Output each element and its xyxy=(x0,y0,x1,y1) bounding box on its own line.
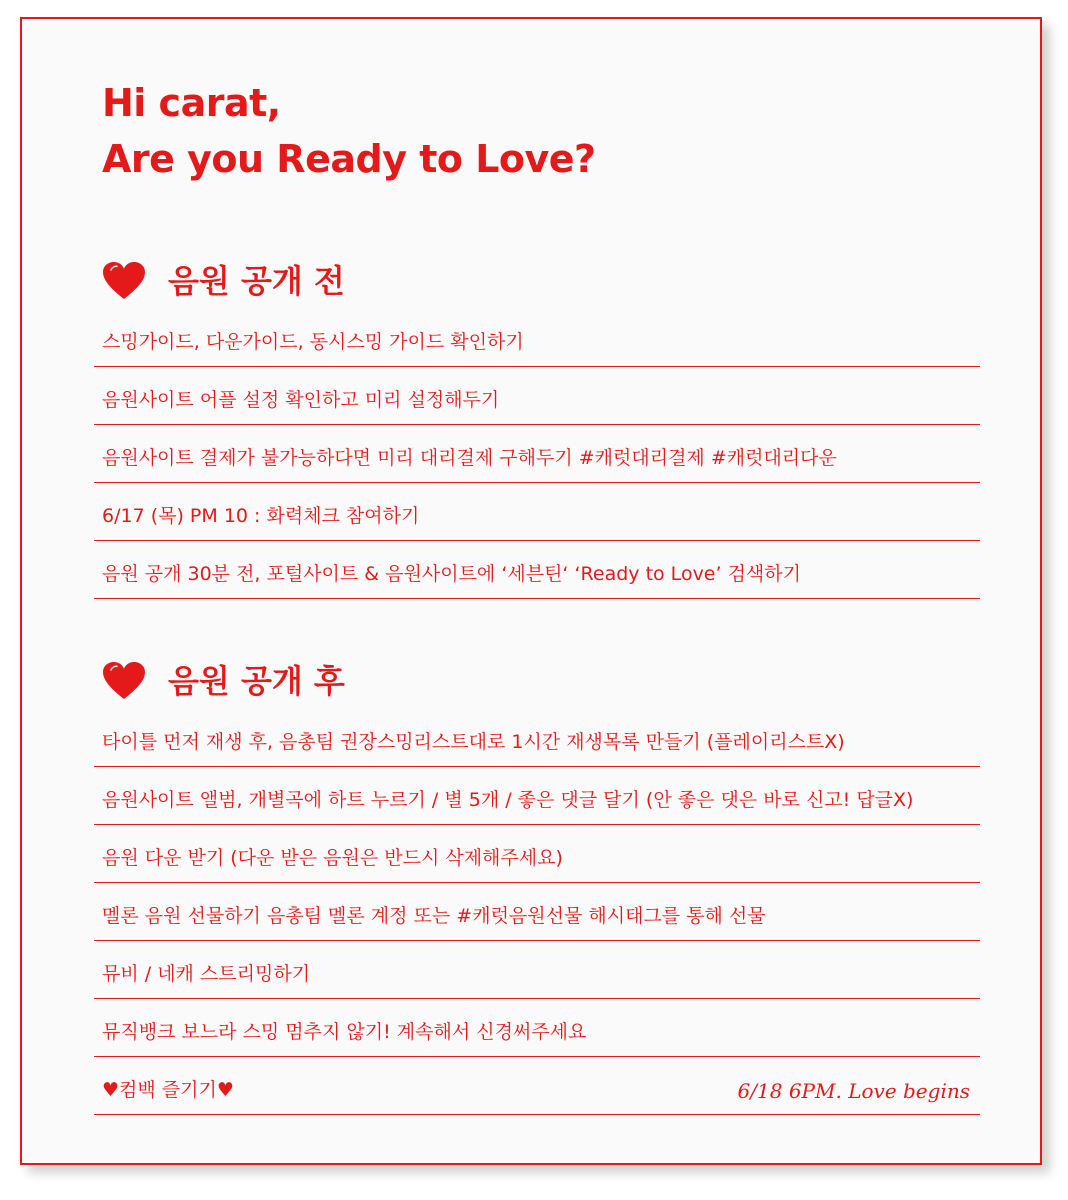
greeting-line-2: Are you Ready to Love? xyxy=(102,137,596,181)
list-item xyxy=(94,825,980,883)
checklist-after-release xyxy=(94,709,980,1115)
heart-icon xyxy=(102,261,146,301)
list-item xyxy=(94,425,980,483)
list-item-text: 멜론 음원 선물하기 음총팀 멜론 계정 또는 #캐럿음원선물 해시태그를 통해 선물 xyxy=(102,905,766,927)
list-item xyxy=(94,541,980,599)
list-item-text: 음원 다운 받기 (다운 받은 음원은 반드시 삭제해주세요) xyxy=(102,847,563,869)
list-item-text: 음원사이트 어플 설정 확인하고 미리 설정해두기 xyxy=(102,389,500,411)
list-item xyxy=(94,483,980,541)
list-item xyxy=(94,941,980,999)
checklist-before-release xyxy=(94,309,980,599)
heart-icon xyxy=(102,661,146,701)
list-item-text: ♥컴백 즐기기♥ xyxy=(102,1079,234,1101)
list-item-text: 음원사이트 결제가 불가능하다면 미리 대리결제 구해두기 #캐럿대리결제 #캐럿대리다운 xyxy=(102,447,837,469)
list-item xyxy=(94,309,980,367)
checklist-card xyxy=(20,17,1042,1165)
list-item-text: 스밍가이드, 다운가이드, 동시스밍 가이드 확인하기 xyxy=(102,331,524,353)
list-item xyxy=(94,999,980,1057)
list-item-text: 타이틀 먼저 재생 후, 음총팀 권장스밍리스트대로 1시간 재생목록 만들기 (플레이리스트X) xyxy=(102,731,845,753)
list-item-text: 음원사이트 앨범, 개별곡에 하트 누르기 / 별 5개 / 좋은 댓글 달기 (안 좋은 댓은 바로 신고! 답글X) xyxy=(102,789,914,811)
list-item xyxy=(94,883,980,941)
list-item-text: 뮤직뱅크 보느라 스밍 멈추지 않기! 계속해서 신경써주세요 xyxy=(102,1021,587,1043)
list-item xyxy=(94,367,980,425)
list-item xyxy=(94,709,980,767)
list-item-text: 음원 공개 30분 전, 포털사이트 & 음원사이트에 ‘세븐틴‘ ‘Ready to Love’ 검색하기 xyxy=(102,563,801,585)
greeting-line-1: Hi carat, xyxy=(102,81,281,125)
section-title: 음원 공개 후 xyxy=(168,662,345,700)
list-item xyxy=(94,767,980,825)
greeting-title xyxy=(102,75,596,187)
signature-text: 6/18 6PM. Love begins xyxy=(737,1079,970,1103)
section-header-after-release xyxy=(102,657,345,705)
section-title: 음원 공개 전 xyxy=(168,262,345,300)
list-item-text: 뮤비 / 네캐 스트리밍하기 xyxy=(102,963,311,985)
list-item-text: 6/17 (목) PM 10 : 화력체크 참여하기 xyxy=(102,505,420,527)
section-header-before-release xyxy=(102,257,345,305)
